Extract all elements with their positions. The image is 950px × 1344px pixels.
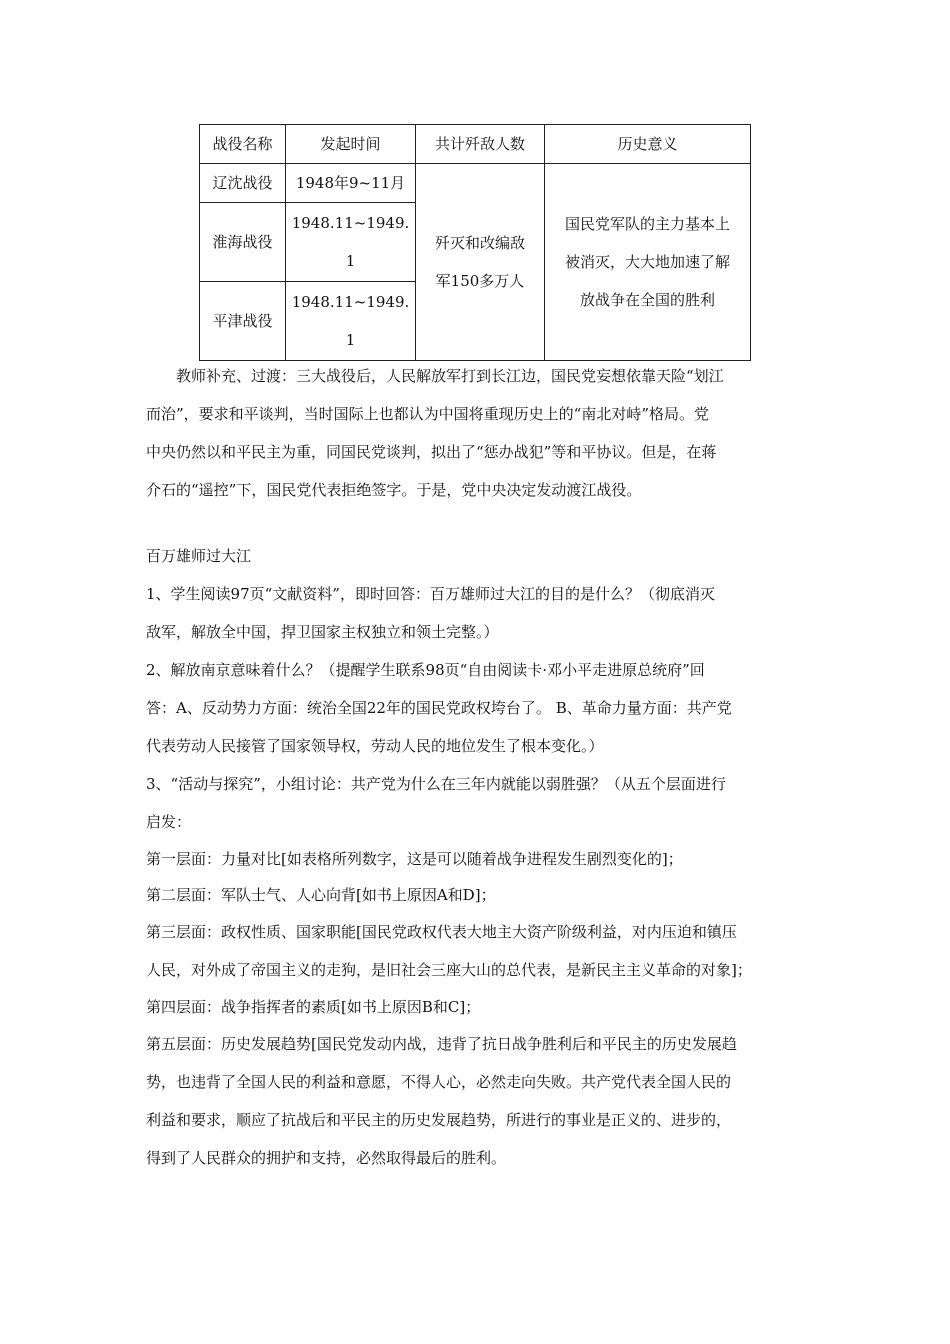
text-line: 第三层面：政权性质、国家职能[国民党政权代表大地主大资产阶级利益，对内压迫和镇压 <box>146 923 737 941</box>
start-time-line: 1 <box>345 252 356 270</box>
enemy-count-line: 军150多万人 <box>435 272 525 290</box>
text-line: 而治”，要求和平谈判，当时国际上也都认为中国将重现历史上的“南北对峙”格局。党 <box>146 405 710 423</box>
significance-line: 国民党军队的主力基本上 <box>564 215 730 233</box>
significance-line: 被消灭，大大地加速了解 <box>564 253 730 271</box>
text-line: 2、解放南京意味着什么？（提醒学生联系98页“自由阅读卡·邓小平走进原总统府”回 <box>146 661 705 679</box>
battle-name-cell: 淮海战役 <box>200 203 286 282</box>
text-line: 第一层面：力量对比[如表格所列数字，这是可以随着战争进程发生剧烈变化的]； <box>146 850 683 868</box>
discussion-items <box>146 575 810 1177</box>
battle-name-cell: 辽沈战役 <box>200 164 286 203</box>
start-time-line: 1948.11~1949. <box>291 214 410 232</box>
text-line: 得到了人民群众的拥护和支持，必然取得最后的胜利。 <box>146 1149 507 1167</box>
text-line: 第二层面：军队士气、人心向背[如书上原因A和D]； <box>146 886 496 904</box>
text-line: 第四层面：战争指挥者的素质[如书上原因B和C]； <box>146 998 481 1016</box>
header-battle-name: 战役名称 <box>200 125 286 164</box>
start-time-line: 1 <box>345 331 356 349</box>
start-time-cell <box>286 282 416 361</box>
battle-table <box>199 124 751 361</box>
text-line: 代表劳动人民接管了国家领导权，劳动人民的地位发生了根本变化。） <box>146 737 604 755</box>
text-line: 3、“活动与探究”，小组讨论：共产党为什么在三年内就能以弱胜强？（从五个层面进行 <box>146 775 726 793</box>
header-start-time: 发起时间 <box>286 125 416 164</box>
text-line: 敌军，解放全中国，捍卫国家主权独立和领土完整。） <box>146 623 499 641</box>
enemy-count-cell <box>416 164 545 361</box>
table-row <box>200 164 751 203</box>
text-line: 1、学生阅读97页“文献资料”，即时回答：百万雄师过大江的目的是什么？（彻底消灭 <box>146 585 715 603</box>
transition-paragraph <box>146 357 810 509</box>
text-line: 启发： <box>146 813 192 831</box>
text-line: 介石的“遥控”下，国民党代表拒绝签字。于是，党中央决定发动渡江战役。 <box>146 481 642 499</box>
table-header-row <box>200 125 751 164</box>
text-line: 第五层面：历史发展趋势[国民党发动内战，违背了抗日战争胜利后和平民主的历史发展趋 <box>146 1035 737 1053</box>
section-title: 百万雄师过大江 <box>146 547 252 565</box>
text-line: 人民，对外成了帝国主义的走狗，是旧社会三座大山的总代表，是新民主主义革命的对象]； <box>146 961 752 979</box>
battle-name-cell: 平津战役 <box>200 282 286 361</box>
header-significance: 历史意义 <box>545 125 751 164</box>
significance-line: 放战争在全国的胜利 <box>579 291 715 309</box>
start-time-cell: 1948年9~11月 <box>286 164 416 203</box>
text-line: 答：A、反动势力方面：统治全国22年的国民党政权垮台了。 B、革命力量方面：共产党 <box>146 699 732 717</box>
text-line: 势，也违背了全国人民的利益和意愿，不得人心，必然走向失败。共产党代表全国人民的 <box>146 1073 732 1091</box>
start-time-line: 1948.11~1949. <box>291 293 410 311</box>
enemy-count-line: 歼灭和改编敌 <box>434 234 525 252</box>
text-line: 教师补充、过渡：三大战役后，人民解放军打到长江边，国民党妄想依靠天险“划江 <box>176 367 724 385</box>
header-enemy-count: 共计歼敌人数 <box>416 125 545 164</box>
start-time-cell <box>286 203 416 282</box>
text-line: 利益和要求，顺应了抗战后和平民主的历史发展趋势，所进行的事业是正义的、进步的， <box>146 1111 732 1129</box>
significance-cell <box>545 164 751 361</box>
text-line: 中央仍然以和平民主为重，同国民党谈判，拟出了“惩办战犯”等和平协议。但是，在蒋 <box>146 443 717 461</box>
